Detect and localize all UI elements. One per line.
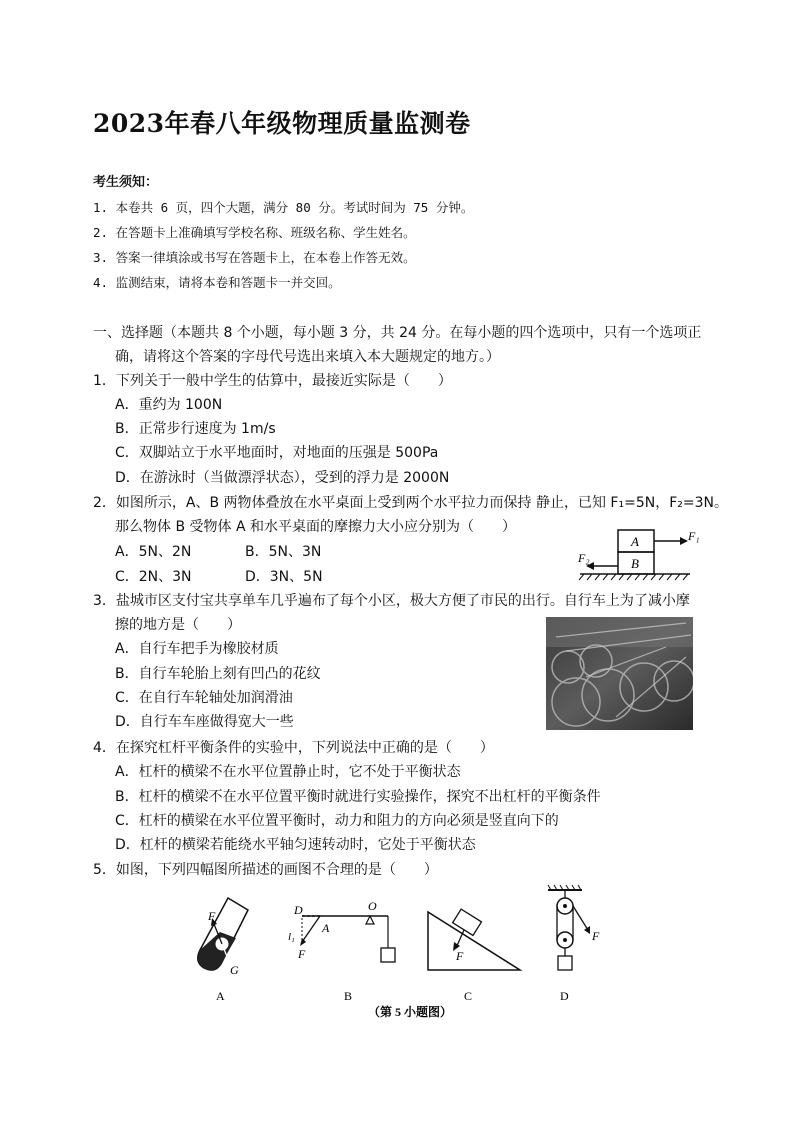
figure-b <box>288 899 395 962</box>
force-f2-label: F₂ <box>578 551 590 565</box>
figure-d <box>548 885 600 970</box>
force-f1-label: F₁ <box>688 529 700 543</box>
question-2-option-d: D．3N、5N <box>245 569 323 585</box>
table-hatching <box>579 574 688 580</box>
question-3-option-a: A．自行车把手为橡胶材质 <box>115 641 279 657</box>
notice-item: 2. 在答题卡上准确填写学校名称、班级名称、学生姓名。 <box>93 225 416 240</box>
question-1-option-d: D．在游泳时（当做漂浮状态），受到的浮力是 2000N <box>115 470 450 486</box>
question-1-stem: 1．下列关于一般中学生的估算中，最接近实际是（ ） <box>93 373 452 389</box>
fig-c-f: F <box>456 949 464 963</box>
fig-b-f: F <box>298 947 306 961</box>
fig-d-f: F <box>592 929 600 943</box>
question-4-option-b: B．杠杆的横梁不在水平位置平衡时就进行实验操作，探究不出杠杆的平衡条件 <box>115 789 601 805</box>
question-3-option-d: D．自行车车座做得宽大一些 <box>115 714 294 730</box>
page-title: 2023年春八年级物理质量监测卷 <box>93 109 471 138</box>
fig-label-b: B <box>344 989 353 1003</box>
fig-label-c: C <box>464 989 473 1003</box>
question-3-option-b: B．自行车轮胎上刻有凹凸的花纹 <box>115 666 321 682</box>
question-4-option-a: A．杠杆的横梁不在水平位置静止时，它不处于平衡状态 <box>115 764 461 780</box>
question-2-stem-cont: 那么物体 B 受物体 A 和水平桌面的摩擦力大小应分别为（ ） <box>115 519 516 535</box>
fig-b-l1: l₁ <box>288 931 295 943</box>
question-1-option-a: A．重约为 100N <box>115 397 223 413</box>
question-4-stem: 4．在探究杠杆平衡条件的实验中，下列说法中正确的是（ ） <box>93 740 494 756</box>
section-heading-line2: 确，请将这个答案的字母代号选出来填入本大题规定的地方。） <box>115 349 500 365</box>
fig-b-o: O <box>368 899 377 913</box>
question-2-option-c: C．2N、3N <box>115 569 192 585</box>
fig-label-a: A <box>216 989 225 1003</box>
question-2-stem: 2．如图所示，A、B 两物体叠放在水平桌面上受到两个水平拉力而保持 静止，已知 F₁=5N，F₂=3N。 <box>93 495 728 511</box>
block-a-label: A <box>631 534 639 549</box>
question-1-option-c: C．双脚站立于水平地面时，对地面的压强是 500Pa <box>115 445 439 461</box>
question-3-stem-cont: 擦的地方是（ ） <box>115 617 241 633</box>
figure-a <box>198 898 248 977</box>
question-3-option-c: C．在自行车轮轴处加润滑油 <box>115 690 293 706</box>
figure-c <box>428 909 520 970</box>
question-3-stem: 3．盐城市区支付宝共享单车几乎遍布了每个小区，极大方便了市民的出行。自行车上为了减小摩 <box>93 593 690 609</box>
question-5-figure <box>190 884 610 1024</box>
question-2-figure <box>570 526 720 582</box>
question-2-option-b: B．5N、3N <box>245 544 322 560</box>
notice-item: 4. 监测结束，请将本卷和答题卡一并交回。 <box>93 275 341 290</box>
question-4-option-c: C．杠杆的横梁在水平位置平衡时，动力和阻力的方向必须是竖直向下的 <box>115 813 559 829</box>
figure-caption: （第 5 小题图） <box>368 1005 453 1019</box>
fig-label-d: D <box>560 989 569 1003</box>
fig-b-d: D <box>294 903 303 917</box>
notice-item: 1. 本卷共 6 页，四个大题，满分 80 分。考试时间为 75 分钟。 <box>93 200 474 215</box>
bicycle-photo <box>546 617 693 730</box>
question-1-option-b: B．正常步行速度为 1m/s <box>115 421 276 437</box>
question-2-option-a: A．5N、2N <box>115 544 192 560</box>
fig-a-g: G <box>230 963 239 977</box>
fig-a-f: F <box>208 909 216 923</box>
section-heading-line1: 一、选择题（本题共 8 个小题，每小题 3 分，共 24 分。在每小题的四个选项中，只有一个选项正 <box>93 325 702 341</box>
question-5-stem: 5．如图，下列四幅图所描述的画图不合理的是（ ） <box>93 862 438 878</box>
question-4-option-d: D．杠杆的横梁若能绕水平轴匀速转动时，它处于平衡状态 <box>115 837 476 853</box>
notice-heading: 考生须知： <box>93 175 159 190</box>
force-f1-head <box>680 537 688 545</box>
fig-b-a: A <box>322 921 330 935</box>
notice-item: 3. 答案一律填涂或书写在答题卡上，在本卷上作答无效。 <box>93 250 416 265</box>
block-b-label: B <box>631 556 639 571</box>
